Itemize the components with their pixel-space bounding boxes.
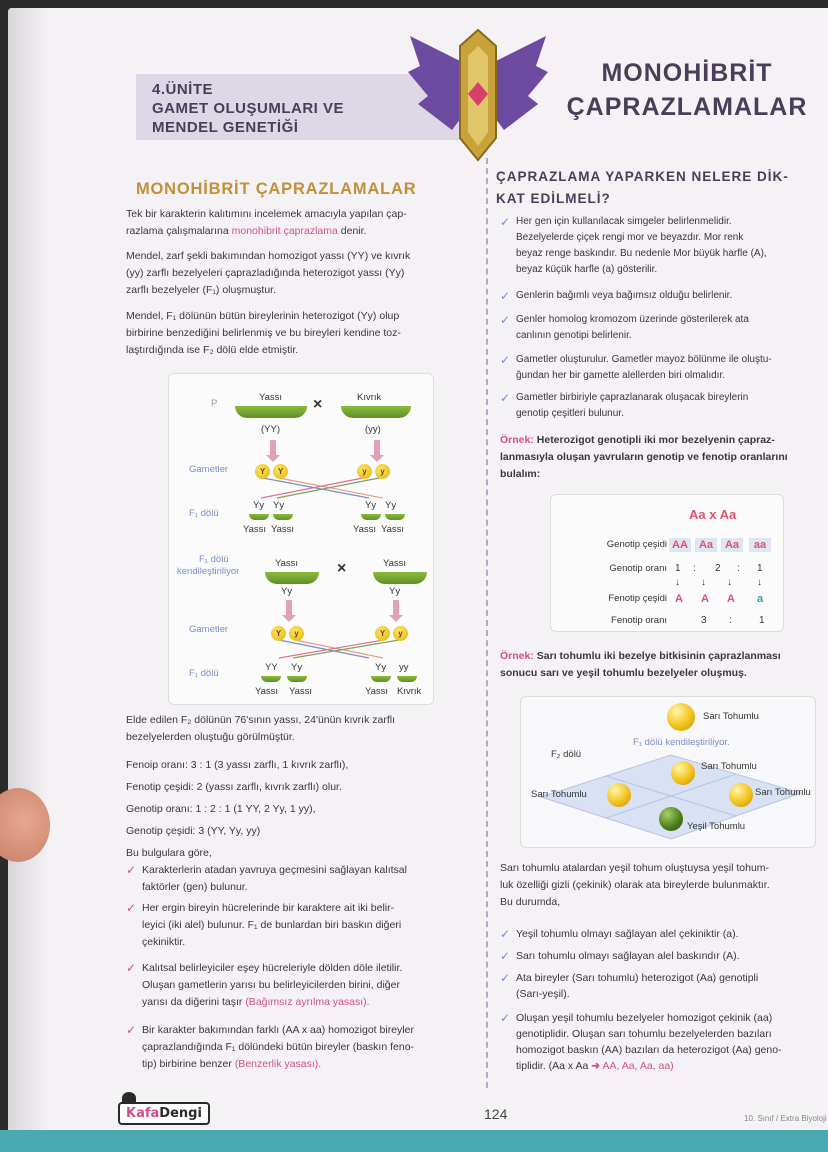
genotype-cell: AA bbox=[669, 538, 691, 552]
text-line: Bu durumda, bbox=[500, 896, 561, 908]
title-line1: MONOHİBRİT bbox=[601, 59, 773, 87]
check-icon: ✓ bbox=[500, 391, 511, 405]
f1-self-label: F₁ dölü bbox=[199, 554, 229, 565]
desk-background bbox=[0, 1130, 828, 1152]
text-line bbox=[500, 432, 826, 449]
text-line: birbirine benzediğini belirlenmiş ve bu bireyleri kendine toz- bbox=[126, 327, 401, 339]
phenotype-types-label: Fenotip çeşidi bbox=[608, 593, 667, 604]
text-line: sonucu sarı ve yeşil tohumlu bezelyeler oluşmuş. bbox=[500, 667, 747, 679]
phenotype-yassi: Yassı bbox=[381, 524, 405, 535]
title-line1: ÇAPRAZLAMA YAPARKEN NELERE DİK- bbox=[496, 169, 789, 184]
p-label: P bbox=[211, 398, 218, 409]
pea-pod-wrinkled-icon bbox=[397, 676, 417, 682]
text-line: (yy) zarflı bezelyeleri çaprazladığında heterozigot yassı (Yy) bbox=[126, 267, 405, 279]
text-line: ğundan her bir gamette alellerden biri olmalıdır. bbox=[516, 370, 726, 381]
page-gutter bbox=[8, 8, 48, 1138]
pea-pod-small-icon bbox=[361, 514, 381, 520]
cross-label: Aa x Aa bbox=[689, 507, 737, 522]
check-icon: ✓ bbox=[126, 961, 137, 975]
yellow-seed-icon bbox=[667, 703, 695, 731]
text-line: Mendel, zarf şekli bakımından homozigot yassı (YY) ve kıvrık bbox=[126, 250, 411, 262]
seed-color-diagram bbox=[520, 696, 816, 848]
pea-pod-cross-diagram bbox=[168, 373, 434, 705]
pea-pod-small-icon bbox=[371, 676, 391, 682]
green-seed-icon bbox=[659, 807, 683, 831]
genotype-Yy: Yy bbox=[281, 586, 293, 597]
text-line: Genler homolog kromozom üzerinde gösterilerek ata bbox=[516, 314, 749, 325]
text-line: homozigot baskın (AA) bazıları da heterozigot (Aa) geno- bbox=[516, 1044, 782, 1056]
genotype-ratio-value: 2 bbox=[715, 563, 721, 574]
column-divider bbox=[486, 158, 488, 1088]
self-pollination-label: kendileştiriliyor bbox=[177, 566, 240, 577]
phenotype-cell: A bbox=[701, 593, 709, 605]
yellow-seed-icon bbox=[729, 783, 753, 807]
offspring-YY: YY bbox=[265, 662, 278, 673]
paragraph-f1 bbox=[126, 308, 466, 359]
example-1 bbox=[500, 432, 826, 483]
text-line: beyaz renge baskındır. Bu nedenle Mor büyük harfle (A), bbox=[516, 248, 767, 259]
pea-pod-flat-icon bbox=[265, 572, 319, 584]
down-arrow-icon: ↓ bbox=[757, 577, 762, 588]
ratio-separator: : bbox=[737, 563, 740, 574]
text-line: Elde edilen F₂ dölünün 76'sının yassı, 24'ünün kıvrık zarflı bbox=[126, 714, 395, 726]
down-arrow-icon bbox=[393, 600, 399, 616]
text-line: Oluşan yeşil tohumlu bezelyeler homozigot çekinik (aa) bbox=[516, 1012, 773, 1024]
phenotype-yassi: Yassı bbox=[271, 524, 295, 535]
winged-emblem-icon bbox=[400, 26, 556, 168]
pea-pod-flat-icon bbox=[235, 406, 307, 418]
pea-pod-wrinkled-icon bbox=[341, 406, 411, 418]
paragraph-f2-result bbox=[126, 712, 466, 746]
text-line: Bezelyelerde çiçek rengi mor ve beyazdır. Mor renk bbox=[516, 232, 744, 243]
checklist-item bbox=[500, 390, 826, 422]
checklist-item bbox=[500, 288, 826, 304]
example-label: Örnek: bbox=[500, 434, 534, 446]
parent-kivrik-label: Kıvrık bbox=[357, 392, 382, 403]
text-line: Her gen için kullanılacak simgeler belirlenmelidir. bbox=[516, 216, 732, 227]
down-arrow-icon bbox=[270, 440, 276, 456]
unit-number: 4.ÜNİTE bbox=[152, 81, 214, 98]
text-line: Ata bireyler (Sarı tohumlu) heterozigot (Aa) genotipli bbox=[516, 972, 759, 984]
text-line: beyaz küçük harfle (a) gösterilir. bbox=[516, 264, 658, 275]
text-line: laştırdığında ise F₂ dölü elde etmiştir. bbox=[126, 344, 299, 356]
phenotype-ratio: Fenoip oranı: 3 : 1 (3 yassı zarflı, 1 kıvrık zarflı), bbox=[126, 759, 349, 771]
right-section-title bbox=[496, 166, 826, 210]
text-line: (Sarı-yeşil). bbox=[516, 988, 570, 1000]
text-line: Gametler oluşturulur. Gametler mayoz bölünme ile oluştu- bbox=[516, 354, 772, 365]
title-line2: ÇAPRAZLAMALAR bbox=[566, 93, 808, 121]
gamete-y-icon: y bbox=[357, 464, 372, 479]
genotype-Yy: Yy bbox=[389, 586, 401, 597]
phenotype-yassi: Yassı bbox=[365, 686, 389, 697]
gametes-label: Gametler bbox=[189, 464, 229, 475]
offspring-Yy: Yy bbox=[253, 500, 265, 511]
check-icon: ✓ bbox=[500, 353, 511, 367]
unit-name-line2: MENDEL GENETİĞİ bbox=[152, 119, 299, 136]
text-line bbox=[500, 648, 826, 665]
genotype-cell: aa bbox=[749, 538, 771, 552]
genotype-yy: (yy) bbox=[365, 424, 381, 435]
check-icon: ✓ bbox=[126, 863, 137, 877]
pea-pod-small-icon bbox=[249, 514, 269, 520]
phenotype-ratio-value: 3 bbox=[701, 615, 707, 626]
check-icon: ✓ bbox=[500, 313, 511, 327]
text-line: Tek bir karakterin kalıtımını incelemek amacıyla yapılan çap- bbox=[126, 208, 407, 220]
aa-cross-table bbox=[550, 494, 784, 632]
checklist-item bbox=[500, 352, 826, 384]
seed-label: Sarı Tohumlu bbox=[531, 789, 587, 800]
phenotype-yassi: Yassı bbox=[353, 524, 377, 535]
down-arrow-icon: ↓ bbox=[727, 577, 732, 588]
text-fragment: denir. bbox=[340, 225, 367, 237]
phenotype-kivrik: Kıvrık bbox=[397, 686, 422, 697]
publisher-logo bbox=[118, 1092, 222, 1126]
f2-label: F₂ dölü bbox=[551, 749, 582, 760]
phenotype-cell: A bbox=[727, 593, 735, 605]
pea-pod-small-icon bbox=[273, 514, 293, 520]
seed-label: Sarı Tohumlu bbox=[703, 711, 759, 722]
phenotype-yassi: Yassı bbox=[289, 686, 313, 697]
bullet-item bbox=[126, 1022, 478, 1073]
phenotype-ratio-label: Fenotip oranı bbox=[611, 615, 667, 626]
text-line: lanmasıyla oluşan yavruların genotip ve fenotip oranlarını bbox=[500, 451, 788, 463]
paragraph-recessive bbox=[500, 860, 826, 911]
gametes-label: Gametler bbox=[189, 624, 229, 635]
findings-intro: Bu bulgulara göre, bbox=[126, 847, 212, 859]
unit-name-line1: GAMET OLUŞUMLARI VE bbox=[152, 100, 344, 117]
checklist-item bbox=[500, 948, 826, 964]
checklist-item bbox=[500, 926, 826, 942]
phenotype-cell: a bbox=[757, 593, 764, 605]
f1-yassi-label: Yassı bbox=[383, 558, 407, 569]
text-line: bezelyelerden oluştuğu görülmüştür. bbox=[126, 731, 295, 743]
yellow-seed-icon bbox=[607, 783, 631, 807]
term-uniformity-law: (Benzerlik yasası). bbox=[234, 1058, 322, 1070]
example-label: Örnek: bbox=[500, 650, 534, 662]
checklist-item bbox=[500, 970, 826, 1002]
example-2 bbox=[500, 648, 826, 682]
down-arrow-icon bbox=[374, 440, 380, 456]
text-line: Her ergin bireyin hücrelerinde bir karaktere ait iki belir- bbox=[142, 902, 395, 914]
seed-label: Yeşil Tohumlu bbox=[687, 821, 746, 832]
paragraph-definition bbox=[126, 206, 466, 240]
seed-label: Sarı Tohumlu bbox=[701, 761, 757, 772]
text-line: Mendel, F₁ dölünün bütün bireylerinin heterozigot (Yy) olup bbox=[126, 310, 400, 322]
text-line: bulalım: bbox=[500, 468, 541, 480]
genotype-ratio-label: Genotip oranı bbox=[609, 563, 667, 574]
check-icon: ✓ bbox=[126, 1023, 137, 1037]
cross-symbol: × bbox=[313, 396, 323, 413]
offspring-Yy: Yy bbox=[365, 500, 377, 511]
yellow-seed-icon bbox=[671, 761, 695, 785]
check-icon: ✓ bbox=[126, 901, 137, 915]
logo-part-a: Kafa bbox=[126, 1106, 160, 1121]
text-line bbox=[516, 1058, 826, 1074]
paragraph-mendel-cross bbox=[126, 248, 466, 299]
gamete-y-icon: y bbox=[289, 626, 304, 641]
genotype-ratio-value: 1 bbox=[757, 563, 763, 574]
text-line: Bir karakter bakımından farklı (AA x aa) homozigot bireyler bbox=[142, 1024, 414, 1036]
cross-symbol: × bbox=[337, 560, 347, 577]
down-arrow-icon: ↓ bbox=[675, 577, 680, 588]
text-line bbox=[126, 223, 466, 240]
pea-pod-small-icon bbox=[287, 676, 307, 682]
checklist-item bbox=[500, 214, 826, 278]
phenotype-ratio-value: 1 bbox=[759, 615, 765, 626]
check-icon: ✓ bbox=[500, 949, 511, 963]
check-icon: ✓ bbox=[500, 1011, 511, 1025]
check-icon: ✓ bbox=[500, 927, 511, 941]
text-fragment: tip) birbirine benzer bbox=[142, 1058, 232, 1070]
text-line: zarflı bezelyeler (F₁) oluşmuştur. bbox=[126, 284, 277, 296]
gamete-Y-icon: Y bbox=[255, 464, 270, 479]
offspring-yy: yy bbox=[399, 662, 409, 673]
genotype-cell: Aa bbox=[695, 538, 717, 552]
f2-label: F₁ dölü bbox=[189, 668, 219, 679]
text-line: faktörler (gen) bulunur. bbox=[142, 881, 248, 893]
offspring-Yy: Yy bbox=[375, 662, 387, 673]
offspring-Yy: Yy bbox=[273, 500, 285, 511]
genotype-YY: (YY) bbox=[261, 424, 280, 435]
gamete-Y-icon: Y bbox=[271, 626, 286, 641]
gamete-Y-icon: Y bbox=[273, 464, 288, 479]
text-line: Sarı tohumlu olmayı sağlayan alel baskındır (A). bbox=[516, 950, 740, 962]
offspring-Yy: Yy bbox=[385, 500, 397, 511]
text-fragment: Sarı tohumlu iki bezelye bitkisinin çaprazlanması bbox=[536, 650, 781, 662]
ratio-separator: : bbox=[729, 615, 732, 626]
text-line bbox=[142, 994, 478, 1011]
phenotype-types: Fenotip çeşidi: 2 (yassı zarflı, kıvrık zarflı) olur. bbox=[126, 781, 342, 793]
term-segregation-law: (Bağımsız ayrılma yasası). bbox=[245, 996, 370, 1008]
term-monohybrid: monohibrit çaprazlama bbox=[231, 225, 338, 237]
text-line: genotip çeşitleri bulunur. bbox=[516, 408, 624, 419]
title-line2: KAT EDİLMELİ? bbox=[496, 191, 611, 206]
pea-pod-small-icon bbox=[261, 676, 281, 682]
genotype-ratio: Genotip oranı: 1 : 2 : 1 (1 YY, 2 Yy, 1 yy), bbox=[126, 803, 316, 815]
checklist-item bbox=[500, 312, 826, 344]
text-line: Sarı tohumlu atalardan yeşil tohum oluştuysa yeşil tohum- bbox=[500, 862, 770, 874]
self-pollination-label: F₁ dölü kendileştiriliyor. bbox=[633, 737, 730, 748]
cross-result: AA, Aa, Aa, aa) bbox=[602, 1060, 674, 1072]
genotype-types-label: Genotip çeşidi bbox=[606, 539, 667, 550]
genotype-ratio-value: 1 bbox=[675, 563, 681, 574]
text-line: çaprazlandığında F₁ dölündeki bütün bireyler (baskın feno- bbox=[142, 1041, 415, 1053]
right-arrow-icon: ➜ bbox=[591, 1060, 601, 1072]
down-arrow-icon: ↓ bbox=[701, 577, 706, 588]
f1-yassi-label: Yassı bbox=[275, 558, 299, 569]
offspring-Yy: Yy bbox=[291, 662, 303, 673]
pea-pod-small-icon bbox=[385, 514, 405, 520]
text-line: canlının genotipi belirlenir. bbox=[516, 330, 632, 341]
footer-note: 10. Sınıf / Extra Biyoloji bbox=[744, 1114, 827, 1123]
logo-text bbox=[118, 1102, 210, 1125]
text-line: leyici (iki alel) bulunur. F₁ de bunlardan biri baskın diğeri bbox=[142, 919, 402, 931]
checklist-item bbox=[500, 1010, 826, 1074]
gamete-y-icon: y bbox=[393, 626, 408, 641]
page-number: 124 bbox=[484, 1106, 508, 1122]
textbook-page bbox=[8, 8, 828, 1138]
text-line: Yeşil tohumlu olmayı sağlayan alel çekiniktir (a). bbox=[516, 928, 739, 940]
genotype-cell: Aa bbox=[721, 538, 743, 552]
text-line bbox=[142, 1056, 478, 1073]
parent-yassi-label: Yassı bbox=[259, 392, 283, 403]
bullet-item bbox=[126, 862, 478, 896]
phenotype-cell: A bbox=[675, 593, 683, 605]
text-line: çekiniktir. bbox=[142, 936, 186, 948]
ratio-list bbox=[126, 754, 466, 864]
phenotype-yassi: Yassı bbox=[255, 686, 279, 697]
check-icon: ✓ bbox=[500, 289, 511, 303]
bullet-item bbox=[126, 960, 478, 1011]
down-arrow-icon bbox=[286, 600, 292, 616]
text-line: luk özelliği gizli (çekinik) olarak ata bireylerde bulunmaktır. bbox=[500, 879, 770, 891]
bullet-item bbox=[126, 900, 478, 951]
check-icon: ✓ bbox=[500, 215, 511, 229]
ratio-separator: : bbox=[693, 563, 696, 574]
text-fragment: Heterozigot genotipli iki mor bezelyenin çapraz- bbox=[536, 434, 775, 446]
check-icon: ✓ bbox=[500, 971, 511, 985]
phenotype-yassi: Yassı bbox=[243, 524, 267, 535]
text-line: genotiplidir. Oluşan sarı tohumlu bezelyelerden bazıları bbox=[516, 1028, 772, 1040]
text-line: Genlerin bağımlı veya bağımsız olduğu belirlenir. bbox=[516, 290, 733, 301]
section-title: MONOHİBRİT ÇAPRAZLAMALAR bbox=[136, 180, 417, 198]
f1-label: F₁ dölü bbox=[189, 508, 219, 519]
text-line: Oluşan gametlerin yarısı bu belirleyicilerden birini, diğer bbox=[142, 979, 400, 991]
text-line: Kalıtsal belirleyiciler eşey hücreleriyle dölden döle iletilir. bbox=[142, 962, 403, 974]
gamete-Y-icon: Y bbox=[375, 626, 390, 641]
text-fragment: razlama çalışmalarına bbox=[126, 225, 229, 237]
text-line: Karakterlerin atadan yavruya geçmesini sağlayan kalıtsal bbox=[142, 864, 407, 876]
pea-pod-flat-icon bbox=[373, 572, 427, 584]
gamete-y-icon: y bbox=[375, 464, 390, 479]
text-fragment: yarısı da diğerini taşır bbox=[142, 996, 243, 1008]
genotype-types: Genotip çeşidi: 3 (YY, Yy, yy) bbox=[126, 825, 261, 837]
page-title bbox=[548, 56, 826, 124]
text-fragment: tiplidir. (Aa x Aa bbox=[516, 1060, 589, 1072]
cross-lines bbox=[169, 374, 435, 706]
logo-part-b: Dengi bbox=[159, 1106, 202, 1121]
text-line: Gametler birbiriyle çaprazlanarak oluşacak bireylerin bbox=[516, 392, 749, 403]
seed-label: Sarı Tohumlu bbox=[755, 787, 811, 798]
